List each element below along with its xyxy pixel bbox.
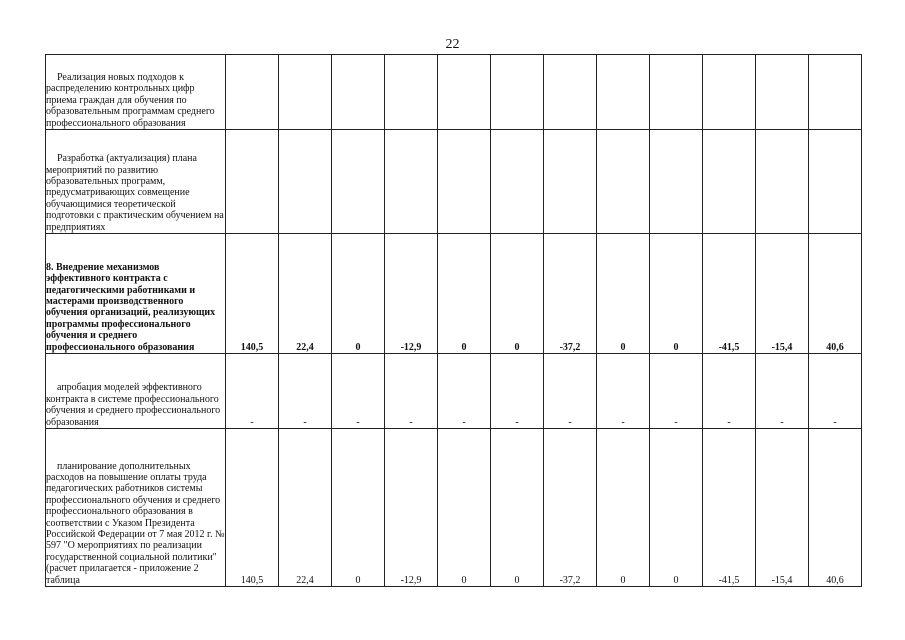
value-cell <box>385 130 438 234</box>
value-cell <box>809 130 862 234</box>
value-cell <box>597 55 650 130</box>
value-cell <box>332 130 385 234</box>
table-row <box>46 55 862 130</box>
value-cell <box>703 130 756 234</box>
value-cell <box>491 55 544 130</box>
row-label: апробация моделей эффективного контракта в системе профессионального обучения и среднего профессионального образования <box>46 354 226 429</box>
value-cell: - <box>332 354 385 429</box>
data-table <box>45 54 862 587</box>
value-cell: 0 <box>597 234 650 354</box>
value-cell <box>332 55 385 130</box>
value-cell: 0 <box>650 429 703 587</box>
value-cell <box>279 130 332 234</box>
value-cell <box>756 55 809 130</box>
value-cell: 22,4 <box>279 234 332 354</box>
value-cell: 40,6 <box>809 234 862 354</box>
value-cell: - <box>226 354 279 429</box>
value-cell <box>597 130 650 234</box>
value-cell: -41,5 <box>703 429 756 587</box>
row-label: планирование дополнительных расходов на повышение оплаты труда педагогических работников системы профессионального обучения и среднего профессионального образования в соответствии с Указом Президента Российской Федерации от 7 мая 2012 г. № 597 "О мероприятиях по реализации государственной социальной политики" (расчет прилагается - приложение 2 таблица <box>46 429 226 587</box>
value-cell <box>491 130 544 234</box>
value-cell: 140,5 <box>226 234 279 354</box>
value-cell <box>226 55 279 130</box>
value-cell: - <box>597 354 650 429</box>
value-cell: - <box>544 354 597 429</box>
value-cell: -12,9 <box>385 234 438 354</box>
value-cell: 140,5 <box>226 429 279 587</box>
value-cell: - <box>491 354 544 429</box>
value-cell <box>756 130 809 234</box>
value-cell: 0 <box>438 234 491 354</box>
value-cell <box>385 55 438 130</box>
value-cell: 40,6 <box>809 429 862 587</box>
value-cell <box>438 130 491 234</box>
value-cell <box>544 55 597 130</box>
value-cell: 0 <box>332 429 385 587</box>
row-label: Разработка (актуализация) плана мероприятий по развитию образовательных программ, предусматривающих совмещение обучающимися теоретической подготовки с практическим обучением на предприятиях <box>46 130 226 234</box>
table-row <box>46 429 862 587</box>
value-cell: - <box>279 354 332 429</box>
value-cell: - <box>756 354 809 429</box>
value-cell <box>650 55 703 130</box>
value-cell: 0 <box>491 234 544 354</box>
row-label: Реализация новых подходов к распределению контрольных цифр приема граждан для обучения по образовательным программам среднего профессионального образования <box>46 55 226 130</box>
value-cell <box>544 130 597 234</box>
table-row <box>46 130 862 234</box>
page-number: 22 <box>445 37 460 52</box>
value-cell <box>438 55 491 130</box>
value-cell: 0 <box>491 429 544 587</box>
value-cell: 0 <box>650 234 703 354</box>
value-cell <box>650 130 703 234</box>
table-row <box>46 234 862 354</box>
value-cell: -15,4 <box>756 234 809 354</box>
value-cell: 0 <box>438 429 491 587</box>
value-cell: -12,9 <box>385 429 438 587</box>
value-cell: 22,4 <box>279 429 332 587</box>
value-cell <box>703 55 756 130</box>
value-cell: - <box>438 354 491 429</box>
row-label: 8. Внедрение механизмов эффективного контракта с педагогическими работниками и мастерами производственного обучения организаций, реализующих программы профессионального обучения и среднего профессионального образования <box>46 234 226 354</box>
value-cell: -15,4 <box>756 429 809 587</box>
value-cell: - <box>650 354 703 429</box>
value-cell: - <box>385 354 438 429</box>
value-cell <box>226 130 279 234</box>
value-cell: - <box>703 354 756 429</box>
value-cell: 0 <box>332 234 385 354</box>
value-cell: -37,2 <box>544 234 597 354</box>
value-cell: -37,2 <box>544 429 597 587</box>
value-cell: -41,5 <box>703 234 756 354</box>
value-cell: 0 <box>597 429 650 587</box>
value-cell <box>809 55 862 130</box>
value-cell <box>279 55 332 130</box>
table-row <box>46 354 862 429</box>
value-cell: - <box>809 354 862 429</box>
